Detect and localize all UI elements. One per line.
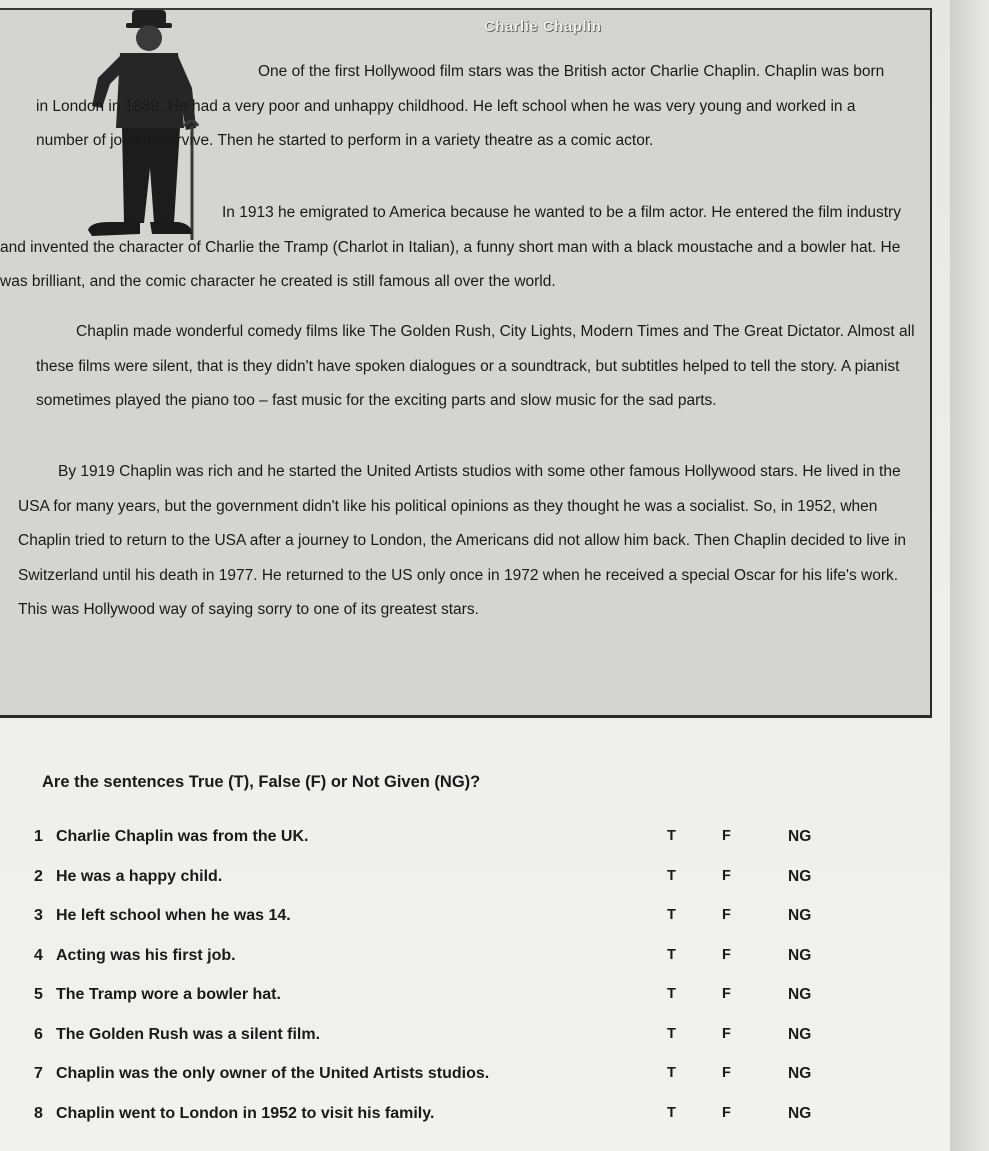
- exercise-instructions: Are the sentences True (T), False (F) or Not Given (NG)?: [42, 773, 481, 791]
- option-not-given[interactable]: NG: [788, 1104, 812, 1122]
- option-false[interactable]: F: [722, 946, 731, 963]
- option-true[interactable]: T: [667, 986, 676, 1002]
- option-true[interactable]: T: [667, 946, 676, 963]
- question-row: [34, 1105, 854, 1145]
- question-row: [34, 868, 854, 908]
- question-number: 1: [34, 828, 43, 845]
- paragraph-4: By 1919 Chaplin was rich and he started the United Artists studios with some other famous Hollywood stars. He lived in the USA for many years, but the government didn't like his political opinions as they thought he was a socialist. So, in 1952, when Chaplin tried to return to the USA after a journey to London, the Americans did not allow him back. Then Chaplin decided to live in Switzerland until his death in 1977. He returned to the US only once in 1972 when he received a special Oscar for his life's work. This was Hollywood way of saying sorry to one of its greatest stars.: [18, 463, 907, 618]
- option-true[interactable]: T: [667, 1065, 676, 1081]
- option-false[interactable]: F: [722, 867, 731, 884]
- reading-title: [0, 18, 989, 35]
- question-text: Chaplin was the only owner of the United Artists studios.: [56, 1065, 490, 1082]
- question-number: 5: [34, 986, 43, 1003]
- question-number: 8: [34, 1104, 43, 1122]
- option-false[interactable]: F: [722, 1104, 731, 1121]
- question-number: 6: [34, 1025, 43, 1043]
- option-not-given[interactable]: NG: [788, 986, 812, 1003]
- option-not-given[interactable]: NG: [788, 1065, 812, 1082]
- question-row: [34, 828, 854, 868]
- question-list: [34, 828, 854, 1144]
- option-not-given[interactable]: NG: [788, 867, 812, 885]
- question-text: He was a happy child.: [56, 867, 223, 885]
- question-row: [34, 986, 854, 1026]
- question-row: [34, 1065, 854, 1105]
- question-text: Charlie Chaplin was from the UK.: [56, 828, 309, 845]
- paragraph-3: Chaplin made wonderful comedy films like The Golden Rush, City Lights, Modern Times and The Great Dictator. Almost all these films were silent, that is they didn't have spoken dialogues or a soundtrack, but subtitles helped to tell the story. A pianist sometimes played the piano too – fast music for the exciting parts and slow music for the sad parts.: [36, 323, 915, 409]
- option-true[interactable]: T: [667, 1104, 676, 1121]
- option-false[interactable]: F: [722, 1025, 731, 1042]
- option-true[interactable]: T: [667, 867, 676, 884]
- question-row: [34, 947, 854, 987]
- question-number: 2: [34, 867, 43, 885]
- question-text: Acting was his first job.: [56, 946, 236, 964]
- option-true[interactable]: T: [667, 828, 676, 844]
- question-text: The Golden Rush was a silent film.: [56, 1025, 321, 1043]
- option-not-given[interactable]: NG: [788, 907, 812, 924]
- paragraph-2: In 1913 he emigrated to America because he wanted to be a film actor. He entered the film industry and invented the character of Charlie the Tramp (Charlot in Italian), a funny short man with a black moustache and a bowler hat. He was brilliant, and the comic character he created is still famous all over the world.: [0, 204, 901, 290]
- option-true[interactable]: T: [667, 1025, 676, 1042]
- question-number: 4: [34, 946, 43, 964]
- question-text: Chaplin went to London in 1952 to visit his family.: [56, 1104, 435, 1122]
- question-text: He left school when he was 14.: [56, 907, 291, 924]
- option-not-given[interactable]: NG: [788, 1025, 812, 1043]
- option-false[interactable]: F: [722, 1065, 731, 1081]
- option-not-given[interactable]: NG: [788, 946, 812, 964]
- question-text: The Tramp wore a bowler hat.: [56, 986, 281, 1003]
- page-edge: [950, 0, 989, 1151]
- paragraph-1: One of the first Hollywood film stars was the British actor Charlie Chaplin. Chaplin was born in London in 1889. He had a very poor and unhappy childhood. He left school when he was very young and worked in a number of jobs to survive. Then he started to perform in a variety theatre as a comic actor.: [36, 63, 885, 149]
- reading-title-text: Charlie Chaplin: [483, 18, 602, 35]
- question-number: 7: [34, 1065, 43, 1082]
- option-false[interactable]: F: [722, 828, 731, 844]
- option-true[interactable]: T: [667, 907, 676, 923]
- question-number: 3: [34, 907, 43, 924]
- question-row: [34, 1026, 854, 1066]
- option-false[interactable]: F: [722, 907, 731, 923]
- option-false[interactable]: F: [722, 986, 731, 1002]
- option-not-given[interactable]: NG: [788, 828, 812, 845]
- question-row: [34, 907, 854, 947]
